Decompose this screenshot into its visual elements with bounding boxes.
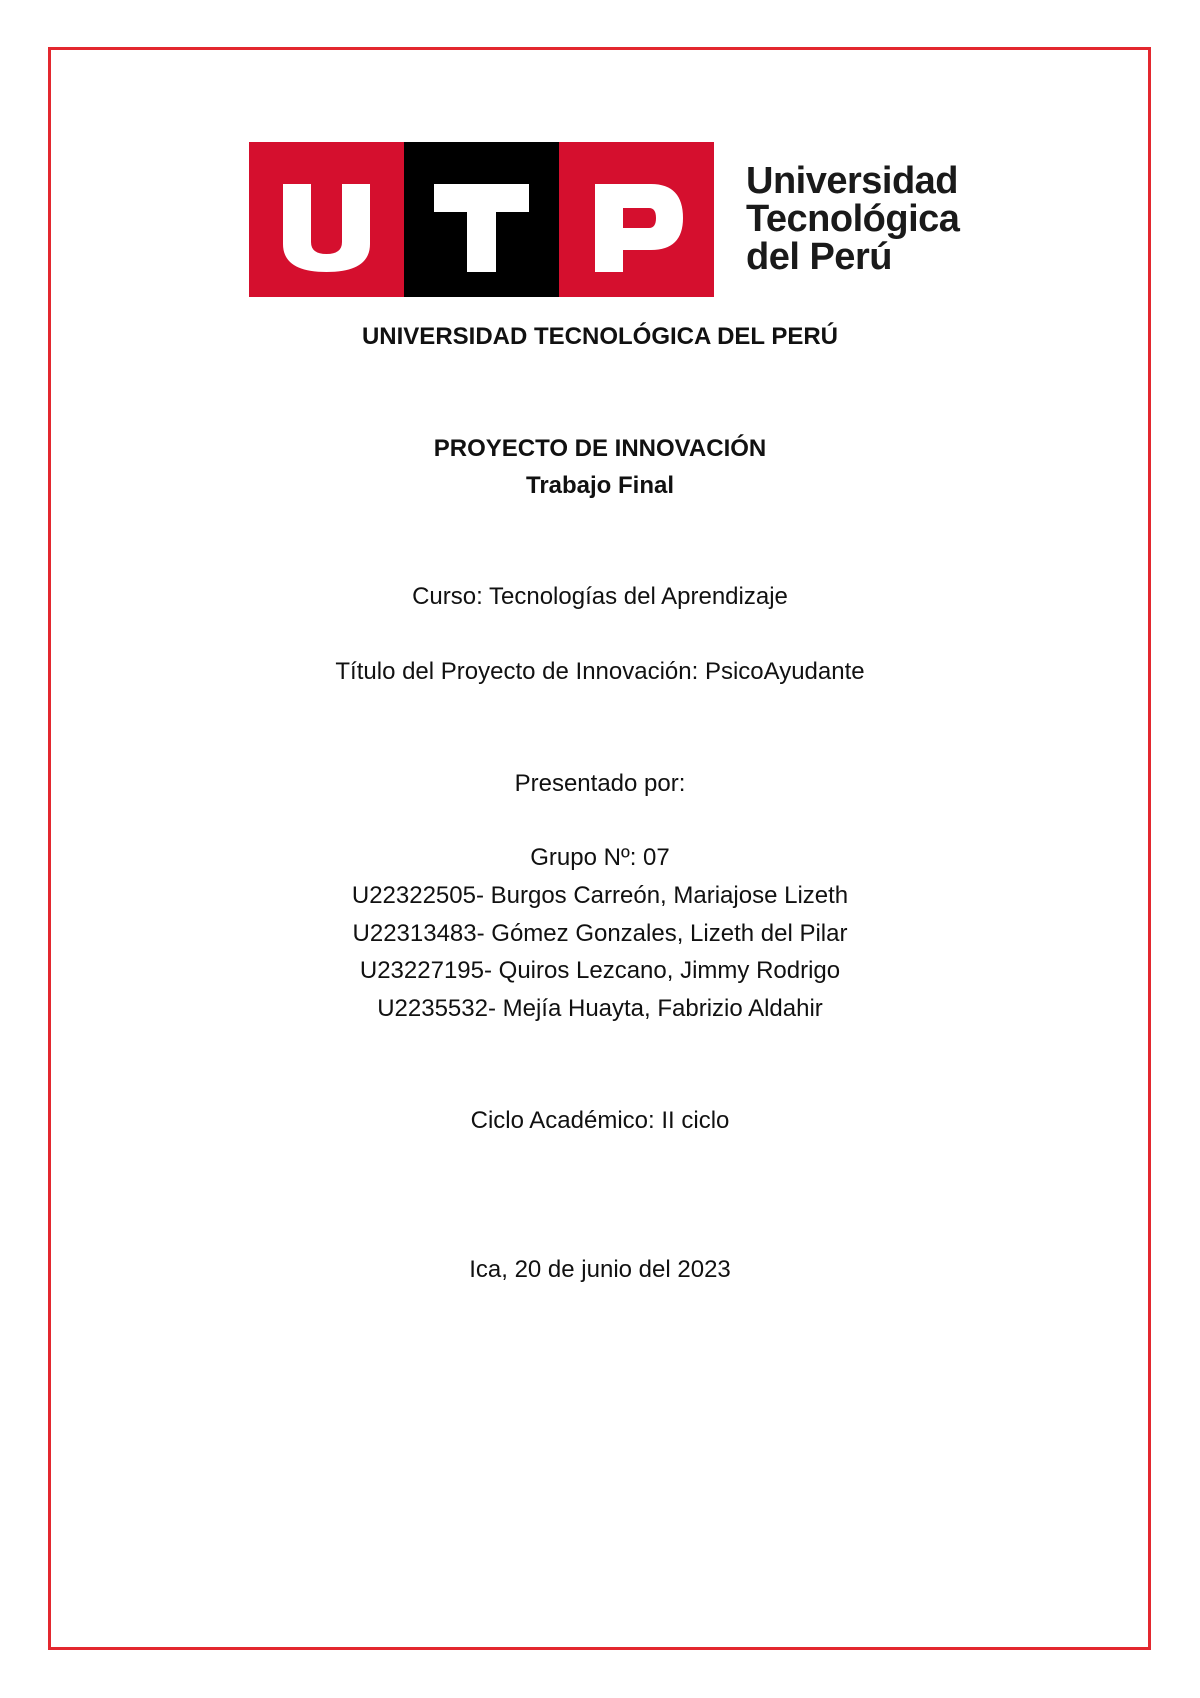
logo-letter-u-icon — [249, 142, 404, 297]
member-item: U23227195- Quiros Lezcano, Jimmy Rodrigo — [359, 957, 841, 984]
member-item: U2235532- Mejía Huayta, Fabrizio Aldahir — [377, 994, 823, 1022]
logo-letter-p-icon — [559, 142, 714, 297]
logo-block-t — [404, 142, 559, 297]
member-item: U22322505- Burgos Carreón, Mariajose Lizeth — [351, 882, 849, 909]
logo-letter-t-icon — [404, 142, 559, 297]
university-heading: UNIVERSIDAD TECNOLÓGICA DEL PERÚ — [361, 323, 839, 350]
course-line: Curso: Tecnologías del Aprendizaje — [412, 583, 788, 610]
member-item: U22313483- Gómez Gonzales, Lizeth del Pilar — [352, 919, 848, 947]
utp-logo — [249, 142, 959, 297]
logo-block-u — [249, 142, 404, 297]
presented-by-label: Presentado por: — [514, 770, 686, 797]
project-title-line: Título del Proyecto de Innovación: PsicoAyudante — [335, 658, 865, 685]
logo-wordmark-line: Universidad — [746, 160, 959, 202]
subtitle: Trabajo Final — [525, 472, 675, 499]
member-list — [0, 877, 1200, 1027]
project-heading: PROYECTO DE INNOVACIÓN — [433, 435, 767, 462]
academic-cycle: Ciclo Académico: II ciclo — [470, 1107, 730, 1134]
logo-wordmark-line: del Perú — [746, 236, 892, 278]
logo-wordmark-line: Tecnológica — [746, 198, 960, 240]
logo-wordmark — [746, 162, 959, 297]
logo-block-p — [559, 142, 714, 297]
group-number: Grupo Nº: 07 — [530, 844, 670, 871]
place-date: Ica, 20 de junio del 2023 — [469, 1256, 731, 1283]
